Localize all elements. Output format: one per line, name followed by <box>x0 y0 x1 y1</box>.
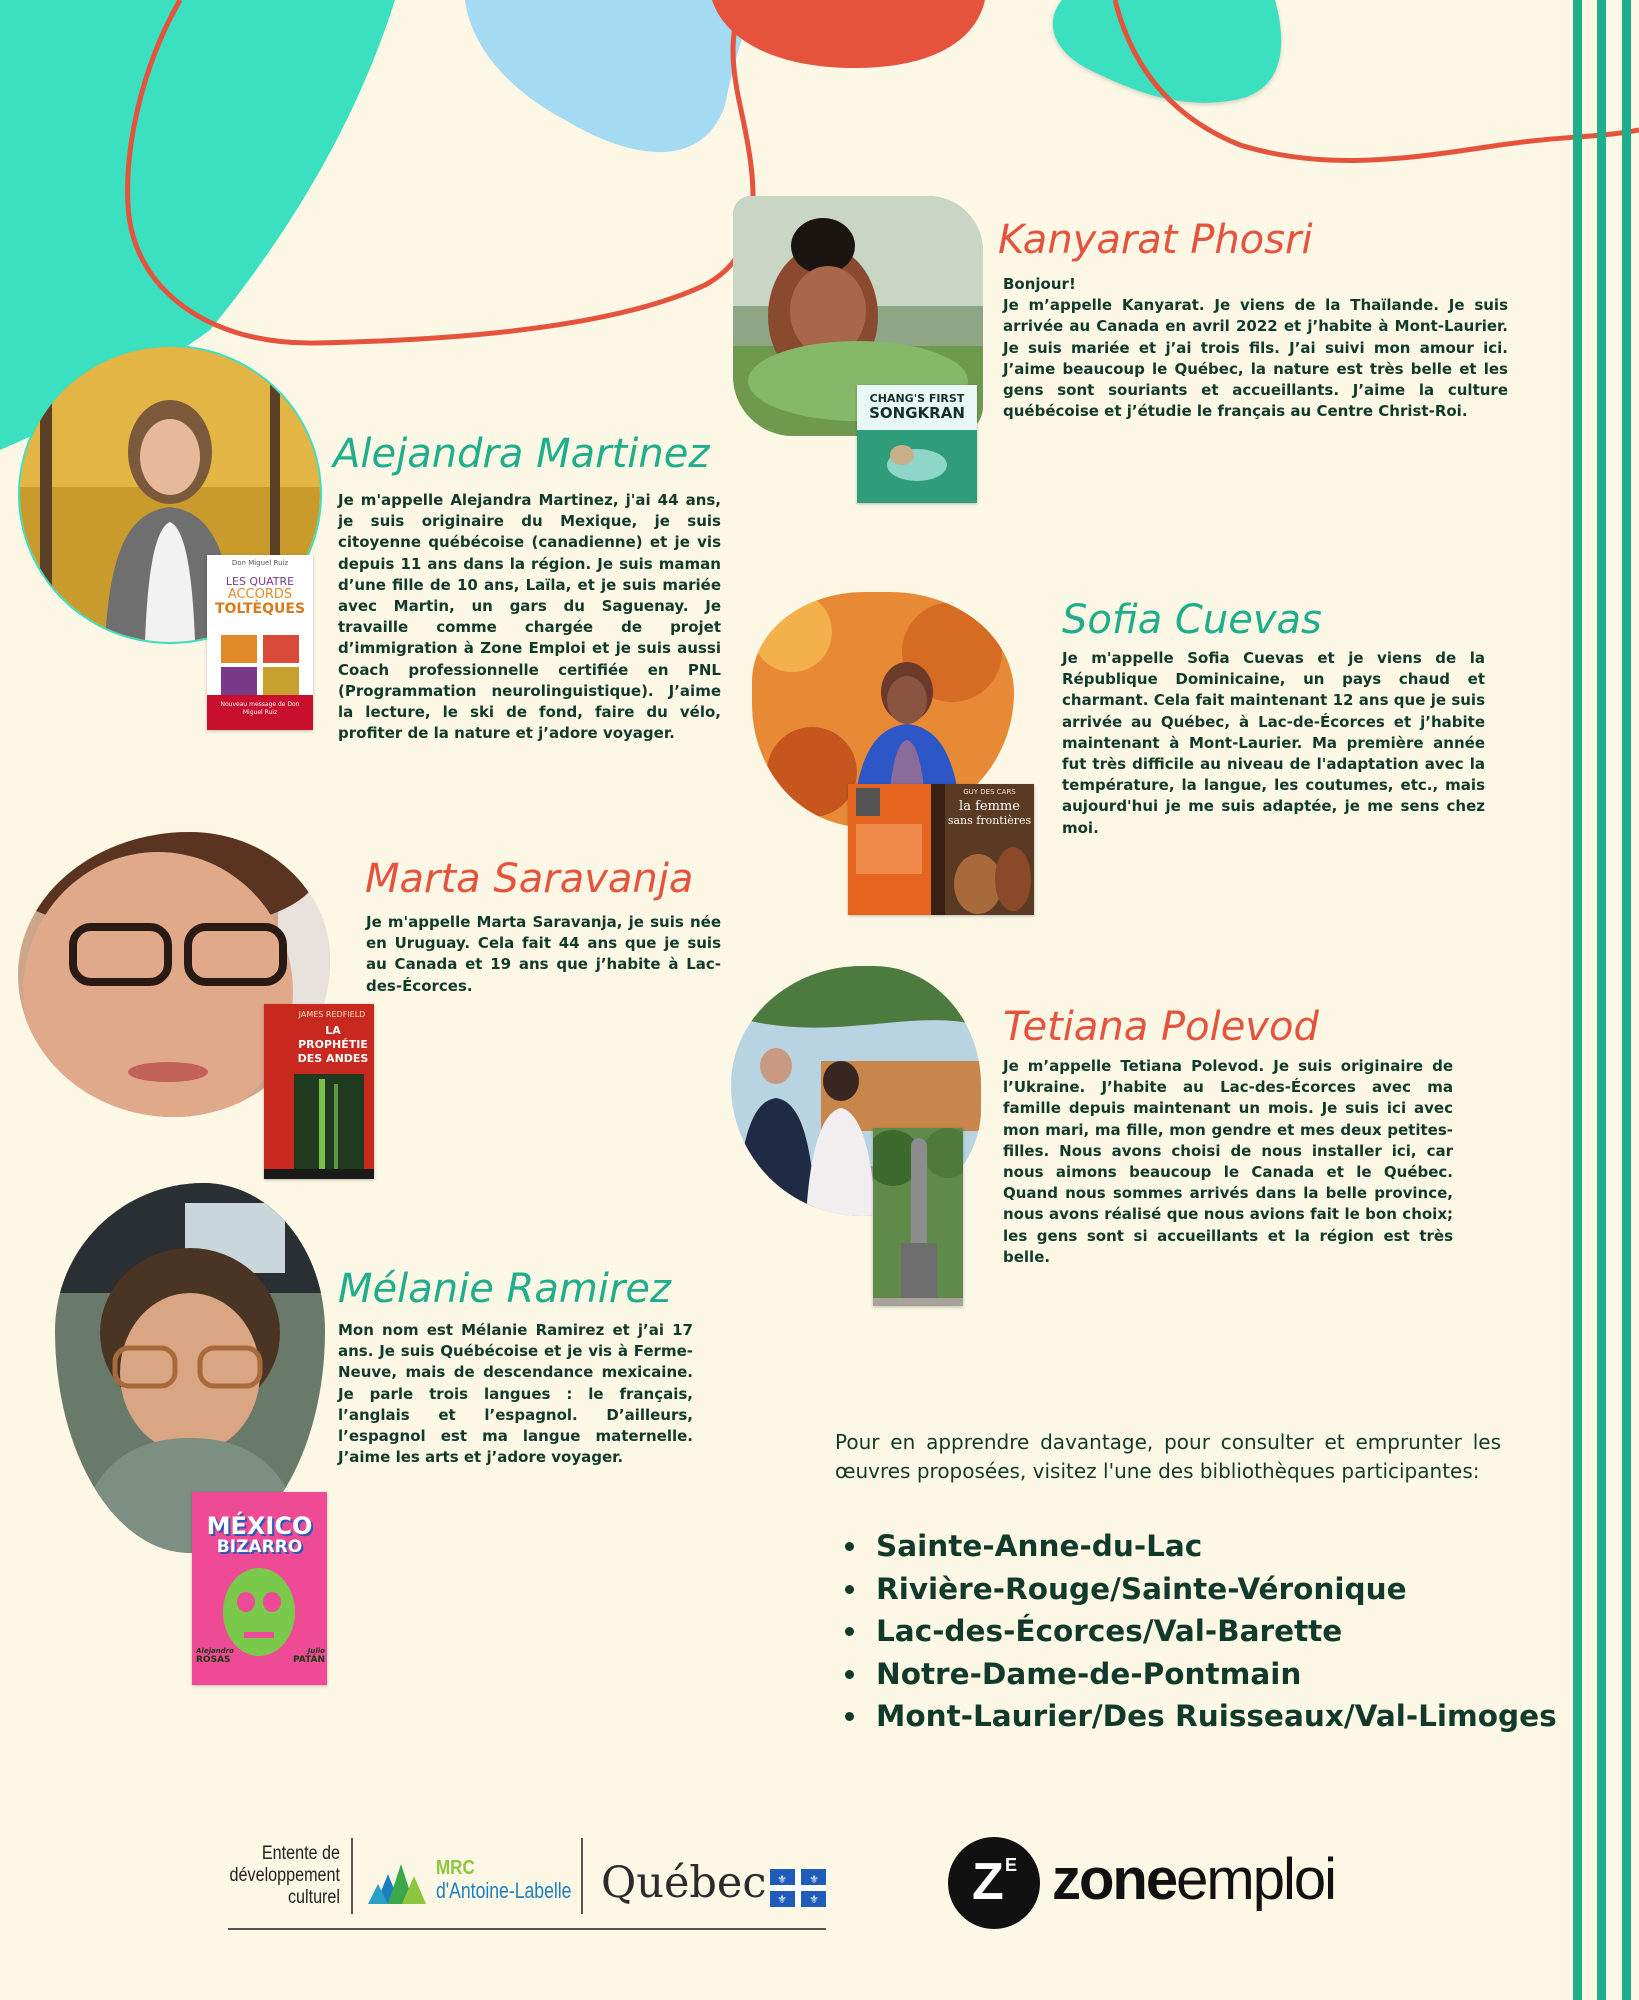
tetiana-name: Tetiana Polevod <box>1003 1004 1319 1050</box>
library-item: • Rivière-Rouge/Sainte-Véronique <box>870 1568 1557 1611</box>
quebec-flag-icon <box>770 1869 826 1907</box>
melanie-name: Mélanie Ramirez <box>338 1266 671 1312</box>
svg-text:⚜: ⚜ <box>809 1873 819 1886</box>
alejandra-book-footer: Nouveau message de Don Miguel Ruiz <box>220 701 300 716</box>
mrc-logo-icon <box>366 1856 436 1904</box>
sofia-book-title-1: la femme <box>959 799 1020 814</box>
tetiana-statue-photo <box>873 1128 963 1306</box>
marta-book-title-1: LA PROPHÉTIE <box>298 1024 368 1051</box>
alejandra-book-title-3: TOLTÈQUES <box>214 601 306 617</box>
tetiana-bio <box>1003 1056 1453 1268</box>
libraries-intro: Pour en apprendre davantage, pour consulter et emprunter les œuvres proposées, visitez l'une des bibliothèques participantes: <box>835 1430 1501 1483</box>
teal-small-blob-shape <box>1053 0 1281 103</box>
melanie-book-author-left-2: ROSAS <box>196 1655 231 1665</box>
emploi-text: emploi <box>1176 1847 1335 1912</box>
stripe-2 <box>1597 0 1606 2000</box>
svg-text:⚜: ⚜ <box>777 1873 787 1886</box>
kanyarat-bio-greeting: Bonjour! <box>1003 275 1076 293</box>
quebec-wordmark: Québec <box>601 1858 767 1908</box>
sofia-book-title-2: sans frontières <box>947 814 1032 827</box>
sofia-bio <box>1062 648 1485 839</box>
library-item: • Lac-des-Écorces/Val-Barette <box>870 1610 1557 1653</box>
marta-book-title-2: DES ANDES <box>297 1052 369 1065</box>
sofia-bio-text: Je m'appelle Sofia Cuevas et je viens de la République Dominicaine, un pays chaud et charmant. Cela fait maintenant 12 ans que je suis arrivée au Québec, à Lac-de-Écorces et j’habite maintenant à Mont-Laurier. Ma première année fut très difficile au niveau de l'adaptation avec la température, la langue, les coutumes, etc., mais aujourd'hui je me suis adaptée, je me sens chez moi. <box>1062 649 1485 837</box>
kanyarat-book-cover <box>857 385 977 503</box>
alejandra-book-cover <box>207 555 313 730</box>
sofia-name: Sofia Cuevas <box>1062 597 1322 643</box>
footer-divider-1 <box>351 1838 353 1914</box>
marta-book-cover <box>264 1004 374 1179</box>
tetiana-bio-text: Je m’appelle Tetiana Polevod. Je suis originaire de l’Ukraine. J’habite au Lac-des-Écorces avec ma famille depuis maintenant un mois. Je suis ici avec mon mari, ma fille, mon gendre et mes deux petites-filles. Nous avons choisi de nous installer ici, car nous aimons beaucoup le Canada et le Québec. Quand nous sommes arrivés dans la belle province, nous avons réalisé que nous avions fait le bon choix; les gens sont si accueillants et la région est très belle. <box>1003 1057 1453 1266</box>
marta-name: Marta Saravanja <box>365 856 694 902</box>
zone-text: zone <box>1052 1847 1177 1912</box>
marta-bio-text: Je m'appelle Marta Saravanja, je suis née en Uruguay. Cela fait 44 ans que je suis au Canada et 19 ans que j’habite à Lac-des-Écorces. <box>366 913 721 995</box>
alejandra-bio-text: Je m'appelle Alejandra Martinez, j'ai 44 ans, je suis originaire du Mexique, je suis citoyenne québécoise (canadienne) et je vis depuis 11 ans dans la région. Je suis maman d’une fille de 10 ans, Laïla, et je suis mariée avec Martin, un gars du Saguenay. Je travaille comme chargée de projet d’immigration à Zone Emploi et je suis aussi Coach professionnelle certifiée en PNL (Programmation neurolinguistique). J’aime la lecture, le ski de fond, faire du vélo, profiter de la nature et j’adore voyager. <box>338 491 721 743</box>
zone-emploi-badge <box>948 1837 1040 1929</box>
coral-blob-shape <box>712 0 985 68</box>
entente-line-1: Entente de <box>261 1843 340 1864</box>
library-item: • Mont-Laurier/Des Ruisseaux/Val-Limoges <box>870 1695 1557 1738</box>
library-item: • Notre-Dame-de-Pontmain <box>870 1653 1557 1696</box>
melanie-book-author-right-2: PATÁN <box>293 1655 325 1665</box>
marta-book-author: JAMES REDFIELD <box>298 1010 366 1019</box>
alejandra-bio <box>338 490 721 744</box>
libraries-list <box>835 1525 1557 1738</box>
ze-badge-e: E <box>1005 1855 1018 1875</box>
kanyarat-book-title-2: SONGKRAN <box>869 404 965 422</box>
alejandra-name: Alejandra Martinez <box>333 431 710 477</box>
ze-badge-z: Z <box>972 1853 1004 1911</box>
library-item: • Sainte-Anne-du-Lac <box>870 1525 1557 1568</box>
stripe-3 <box>1622 0 1631 2000</box>
stripe-1 <box>1573 0 1582 2000</box>
melanie-book-title-2: BIZARRO <box>216 1537 303 1557</box>
alejandra-book-title-2: ACCORDS <box>227 587 293 602</box>
svg-text:⚜: ⚜ <box>777 1893 787 1906</box>
sofia-book-cover <box>848 784 1034 915</box>
svg-text:⚜: ⚜ <box>809 1893 819 1906</box>
melanie-bio <box>338 1320 693 1468</box>
footer-entente <box>230 1843 341 1909</box>
melanie-book-author-left-1: Alejandro <box>196 1647 234 1655</box>
sky-blob-shape <box>465 0 755 152</box>
zone-emploi-wordmark <box>1052 1845 1335 1915</box>
footer-underline <box>228 1928 826 1930</box>
kanyarat-name: Kanyarat Phosri <box>998 217 1313 263</box>
kanyarat-bio-text: Je m’appelle Kanyarat. Je viens de la Thaïlande. Je suis arrivée au Canada en avril 2022 et j’habite à Mont-Laurier. Je suis mariée et j’ai trois fils. J’ai suivi mon amour ici. J’aime beaucoup le Québec, la nature est très belle et les gens sont souriants et accueillants. J’aime la culture québécoise et j’étudie le français au Centre Christ-Roi. <box>1003 296 1508 421</box>
entente-line-3: culturel <box>287 1887 340 1908</box>
kanyarat-book-title-1: CHANG'S FIRST <box>869 392 965 405</box>
entente-line-2: développement <box>229 1865 340 1886</box>
melanie-book-title-1: MÉXICO <box>206 1512 313 1540</box>
alejandra-book-author: Don Miguel Ruiz <box>231 559 289 567</box>
melanie-book-cover <box>192 1492 327 1685</box>
kanyarat-bio <box>1003 274 1508 422</box>
melanie-book-author-right-1: Julio <box>307 1647 325 1655</box>
melanie-bio-text: Mon nom est Mélanie Ramirez et j’ai 17 ans. Je suis Québécoise et je vis à Ferme-Neuve, mais de descendance mexicaine. Je parle trois langues : le français, l’anglais et l’espagnol. D’ailleurs, l’espagnol est ma langue maternelle. J’aime les arts et j’adore voyager. <box>338 1321 693 1467</box>
marta-bio <box>366 912 721 997</box>
sofia-book-author: GUY DES CARS <box>963 788 1016 796</box>
footer-divider-2 <box>581 1838 583 1914</box>
mrc-line-2: d'Antoine-Labelle <box>436 1878 572 1903</box>
mrc-line-1: MRC <box>436 1857 475 1879</box>
alejandra-book-title-1: LES QUATRE <box>225 575 295 588</box>
